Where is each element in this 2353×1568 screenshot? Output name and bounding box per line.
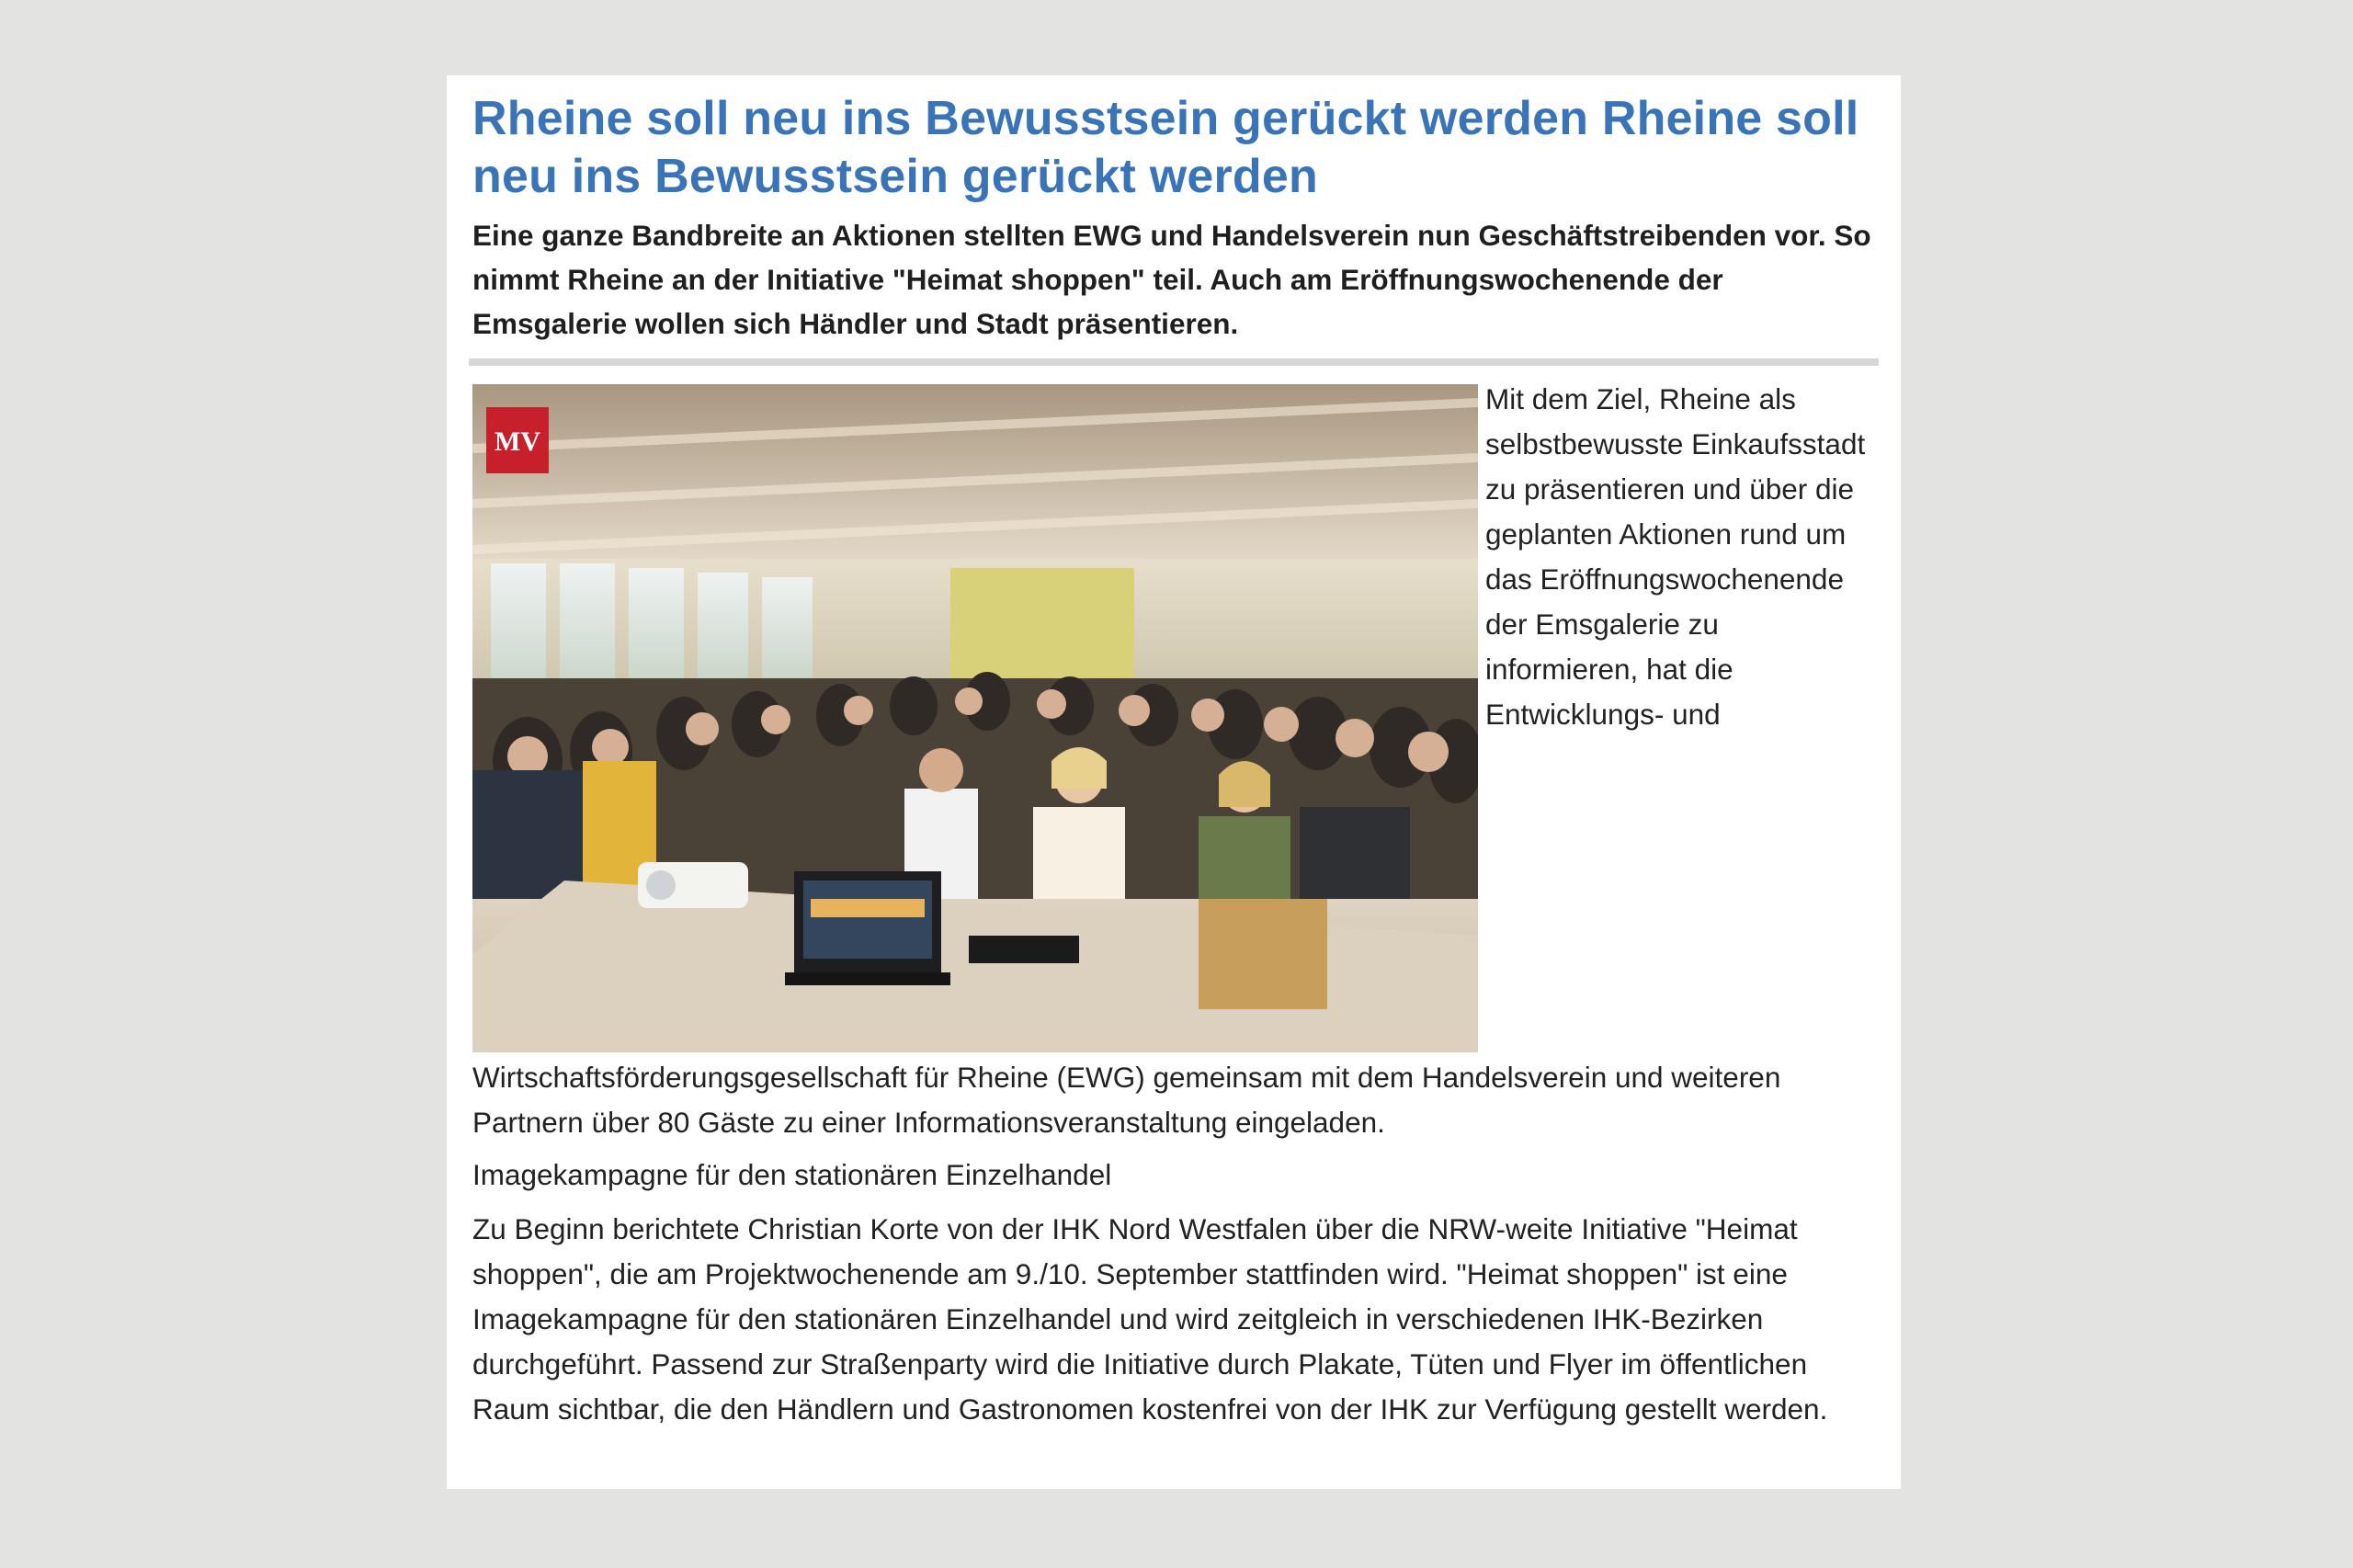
event-photo (472, 384, 1478, 1052)
photo-and-intro (472, 384, 1879, 1055)
article-content (472, 90, 1879, 1432)
intro-continued: Wirtschaftsförderungsgesellschaft für Rheine (EWG) gemeinsam mit dem Handelsverein und weiteren Partnern über 80 Gäste zu einer Informationsveranstaltung eingeladen. (472, 1061, 1781, 1139)
article-lead: Eine ganze Bandbreite an Aktionen stellten EWG und Handelsverein nun Geschäftstreibenden vor. So nimmt Rheine an der Initiative "Heimat shoppen" teil. Auch am Eröffnungswochenende der Emsgalerie wollen sich Händler und Stadt präsentieren. (472, 219, 1871, 340)
article-headline: Rheine soll neu ins Bewusstsein gerückt werden Rheine soll neu ins Bewusstsein gerückt werden (472, 92, 1859, 203)
divider (469, 358, 1879, 366)
body-paragraph: Zu Beginn berichtete Christian Korte von der IHK Nord Westfalen über die NRW-weite Initiative "Heimat shoppen", die am Projektwochenende am 9./10. September stattfinden wird. "Heimat shoppen" ist eine Imagekampagne für den stationären Einzelhandel und wird zeitgleich in verschiedenen IHK-Bezirken durchgeführt. Passend zur Straßenparty wird die Initiative durch Plakate, Tüten und Flyer im öffentlichen Raum sichtbar, die den Händlern und Gastronomen kostenfrei von der IHK zur Verfügung gestellt werden. (472, 1212, 1828, 1426)
article-body (472, 1055, 1879, 1432)
section-subheading: Imagekampagne für den stationären Einzelhandel (472, 1158, 1112, 1191)
intro-side-text: Mit dem Ziel, Rheine als selbstbewusste Einkaufsstadt zu präsentieren und über die geplanten Aktionen rund um das Eröffnungswochenende der Emsgalerie zu informieren, hat die Entwicklungs- und (1485, 382, 1866, 731)
article-card (447, 75, 1901, 1489)
photo-badge: MV (494, 426, 540, 457)
